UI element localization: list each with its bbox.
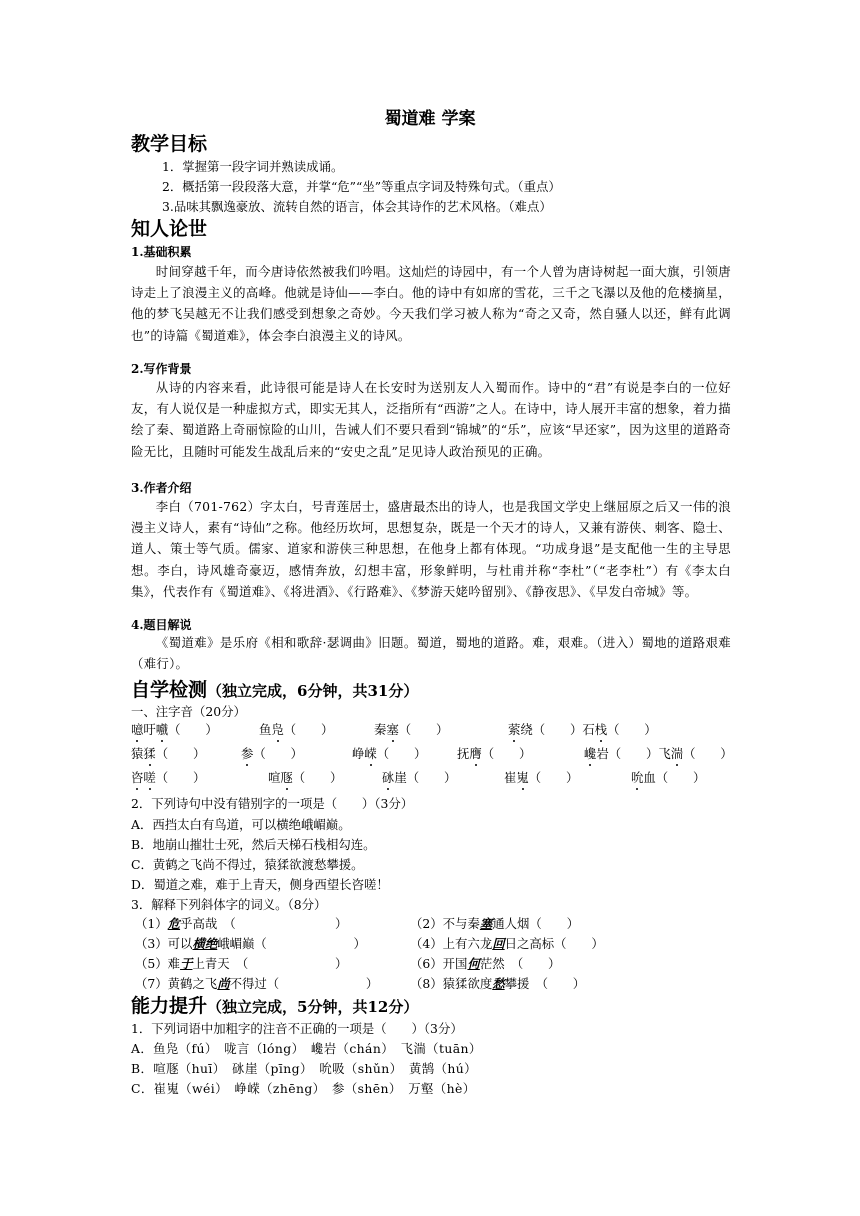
section-text-background: 从诗的内容来看，此诗很可能是诗人在长安时为送别友人入蜀而作。诗中的“君”有说是李白的一位好友，有人说仅是一种虚拟方式，即实无其人，泛指所有“西游”之人。在诗中，诗人展开丰富的想象，着力描绘了秦、蜀道路上奇丽惊险的山川，告诫人们不要只看到“锦城”的“乐”，应该“早还家”，因为这里的道路奇险无比，且随时可能发生战乱后来的“安史之乱”足见诗人政治预见的正确。: [131, 380, 731, 459]
italic-word: 危: [167, 916, 181, 931]
option-a[interactable]: A．鱼凫（fú） 咙言（lóng） 巉岩（chán） 飞湍（tuān）: [131, 1041, 482, 1056]
goal-item: 2．概括第一段段落大意，并掌“危”“坐”等重点字词及特殊句式。（重点）: [162, 179, 561, 194]
option-c[interactable]: C．黄鹤之飞尚不得过，猿猱欲渡愁攀援。: [131, 857, 364, 872]
section-text-title-note: 《蜀道难》是乐府《相和歌辞·瑟调曲》旧题。蜀道，蜀地的道路。难，艰难。（进入）蜀地的道路艰难（难行）。: [131, 635, 731, 672]
ability-heading: [131, 994, 418, 1019]
option-c[interactable]: C．崔嵬（wéi） 峥嵘（zhēng） 参（shēn） 万壑（hè）: [131, 1081, 476, 1096]
option-b[interactable]: B．喧豗（huī） 砯崖（pīng） 吮吸（shǔn） 黄鹄（hú）: [131, 1061, 477, 1076]
italic-word: 于: [180, 956, 193, 971]
definition-item[interactable]: （3）可以横绝峨嵋巅（ ）: [135, 936, 366, 951]
teaching-goals-heading: 教学目标: [131, 133, 208, 155]
pinyin-blank[interactable]: 峥嵘（ ）: [352, 744, 426, 764]
goal-item: 1．掌握第一段字词并熟读成诵。: [162, 159, 344, 174]
italic-word: 尚: [217, 976, 230, 991]
goal-item: 3.品味其飘逸豪放、流转自然的语言，体会其诗作的艺术风格。（难点）: [162, 199, 552, 214]
definition-item[interactable]: （5）难于上青天 （ ）: [135, 956, 348, 971]
pinyin-blank[interactable]: 吮血（ ）: [631, 768, 705, 788]
ability-heading-note: （独立完成，5分钟，共12分）: [207, 998, 419, 1016]
option-d[interactable]: D．蜀道之难，难于上青天，侧身西望长咨嗟！: [131, 877, 389, 892]
pinyin-blank[interactable]: 鱼凫（ ）: [259, 720, 333, 740]
section-heading-background: 2.写作背景: [131, 362, 192, 376]
page-title: 蜀道难 学案: [384, 109, 476, 129]
typo-question-title: 2．下列诗句中没有错别字的一项是（ ）（3分）: [131, 796, 414, 811]
pronunciation-question-title: 1．下列词语中加粗字的注音不正确的一项是（ ）（3分）: [131, 1021, 463, 1036]
ability-heading-text: 能力提升: [131, 995, 208, 1017]
pinyin-blank[interactable]: 参（ ）: [241, 744, 303, 764]
background-heading: 知人论世: [131, 218, 208, 240]
section-text-basics: 时间穿越千年，而今唐诗依然被我们吟唱。这灿烂的诗园中，有一个人曾为唐诗树起一面大旗，引领唐诗走上了浪漫主义的高峰。他就是诗仙——李白。他的诗中有如席的雪花，三千之飞瀑以及他的危楼摘星，他的梦飞吴越无不让我们感受到想象之奇妙。今天我们学习被人称为“奇之又奇，然自骚人以还，鲜有此调也”的诗篇《蜀道难》，体会李白浪漫主义的诗风。: [131, 264, 731, 343]
definition-item[interactable]: （1）危乎高哉 （ ）: [135, 916, 348, 931]
pinyin-blank[interactable]: 咨嗟（ ）: [131, 768, 205, 788]
definition-item[interactable]: （4）上有六龙回日之高标（ ）: [410, 936, 604, 951]
section-text-author: 李白（701-762）字太白，号青莲居士，盛唐最杰出的诗人，也是我国文学史上继屈原之后又一伟的浪漫主义诗人，素有“诗仙”之称。他经历坎坷，思想复杂，既是一个天才的诗人，又兼有游侠、刺客、隐士、道人、策士等气质。儒家、道家和游侠三种思想，在他身上都有体现。“功成身退”是支配他一生的主导思想。李白，诗风雄奇豪迈，感情奔放，幻想丰富，形象鲜明，与杜甫并称“李杜”（“老李杜”）有《李太白集》，代表作有《蜀道难》、《将进酒》、《行路难》、《梦游天姥吟留别》、《静夜思》、《早发白帝城》等。: [131, 499, 731, 599]
section-heading-basics: 1.基础积累: [131, 245, 192, 259]
option-a[interactable]: A．西挡太白有鸟道，可以横绝峨嵋巅。: [131, 817, 351, 832]
self-check-heading: [131, 678, 418, 703]
italic-word: 横绝: [192, 936, 218, 951]
pinyin-question-title: 一、注字音（20分）: [131, 704, 246, 719]
definition-item[interactable]: （7）黄鹤之飞尚不得过（ ）: [135, 976, 379, 991]
definition-item[interactable]: （2）不与秦塞通人烟（ ）: [410, 916, 579, 931]
pinyin-blank[interactable]: 巉岩（ ）飞湍（ ）: [584, 744, 733, 764]
pinyin-blank[interactable]: 喧豗（ ）: [268, 768, 342, 788]
definition-question-title: 3．解释下列斜体字的词义。（8分）: [131, 897, 327, 912]
italic-word: 回: [492, 936, 505, 951]
italic-word: 愁: [492, 976, 505, 991]
definition-item[interactable]: （6）开国何茫然 （ ）: [410, 956, 561, 971]
italic-word: 塞: [479, 916, 493, 931]
option-b[interactable]: B．地崩山摧壮士死，然后天梯石栈相勾连。: [131, 837, 376, 852]
pinyin-blank[interactable]: 崔嵬（ ）: [504, 768, 578, 788]
section-heading-title-note: 4.题目解说: [131, 618, 192, 632]
italic-word: 何: [467, 956, 480, 971]
self-check-heading-text: 自学检测: [131, 679, 208, 701]
pinyin-blank[interactable]: 萦绕（ ）石栈（ ）: [508, 720, 657, 740]
pinyin-blank[interactable]: 噫吁嚱（ ）: [131, 720, 218, 740]
pinyin-blank[interactable]: 抚膺（ ）: [457, 744, 531, 764]
section-heading-author: 3.作者介绍: [131, 481, 192, 495]
definition-item[interactable]: （8）猿猱欲度愁攀援 （ ）: [410, 976, 586, 991]
pinyin-blank[interactable]: 砯崖（ ）: [382, 768, 456, 788]
self-check-heading-note: （独立完成，6分钟，共31分）: [207, 682, 419, 700]
pinyin-blank[interactable]: 猿猱（ ）: [131, 744, 205, 764]
pinyin-blank[interactable]: 秦塞（ ）: [374, 720, 448, 740]
